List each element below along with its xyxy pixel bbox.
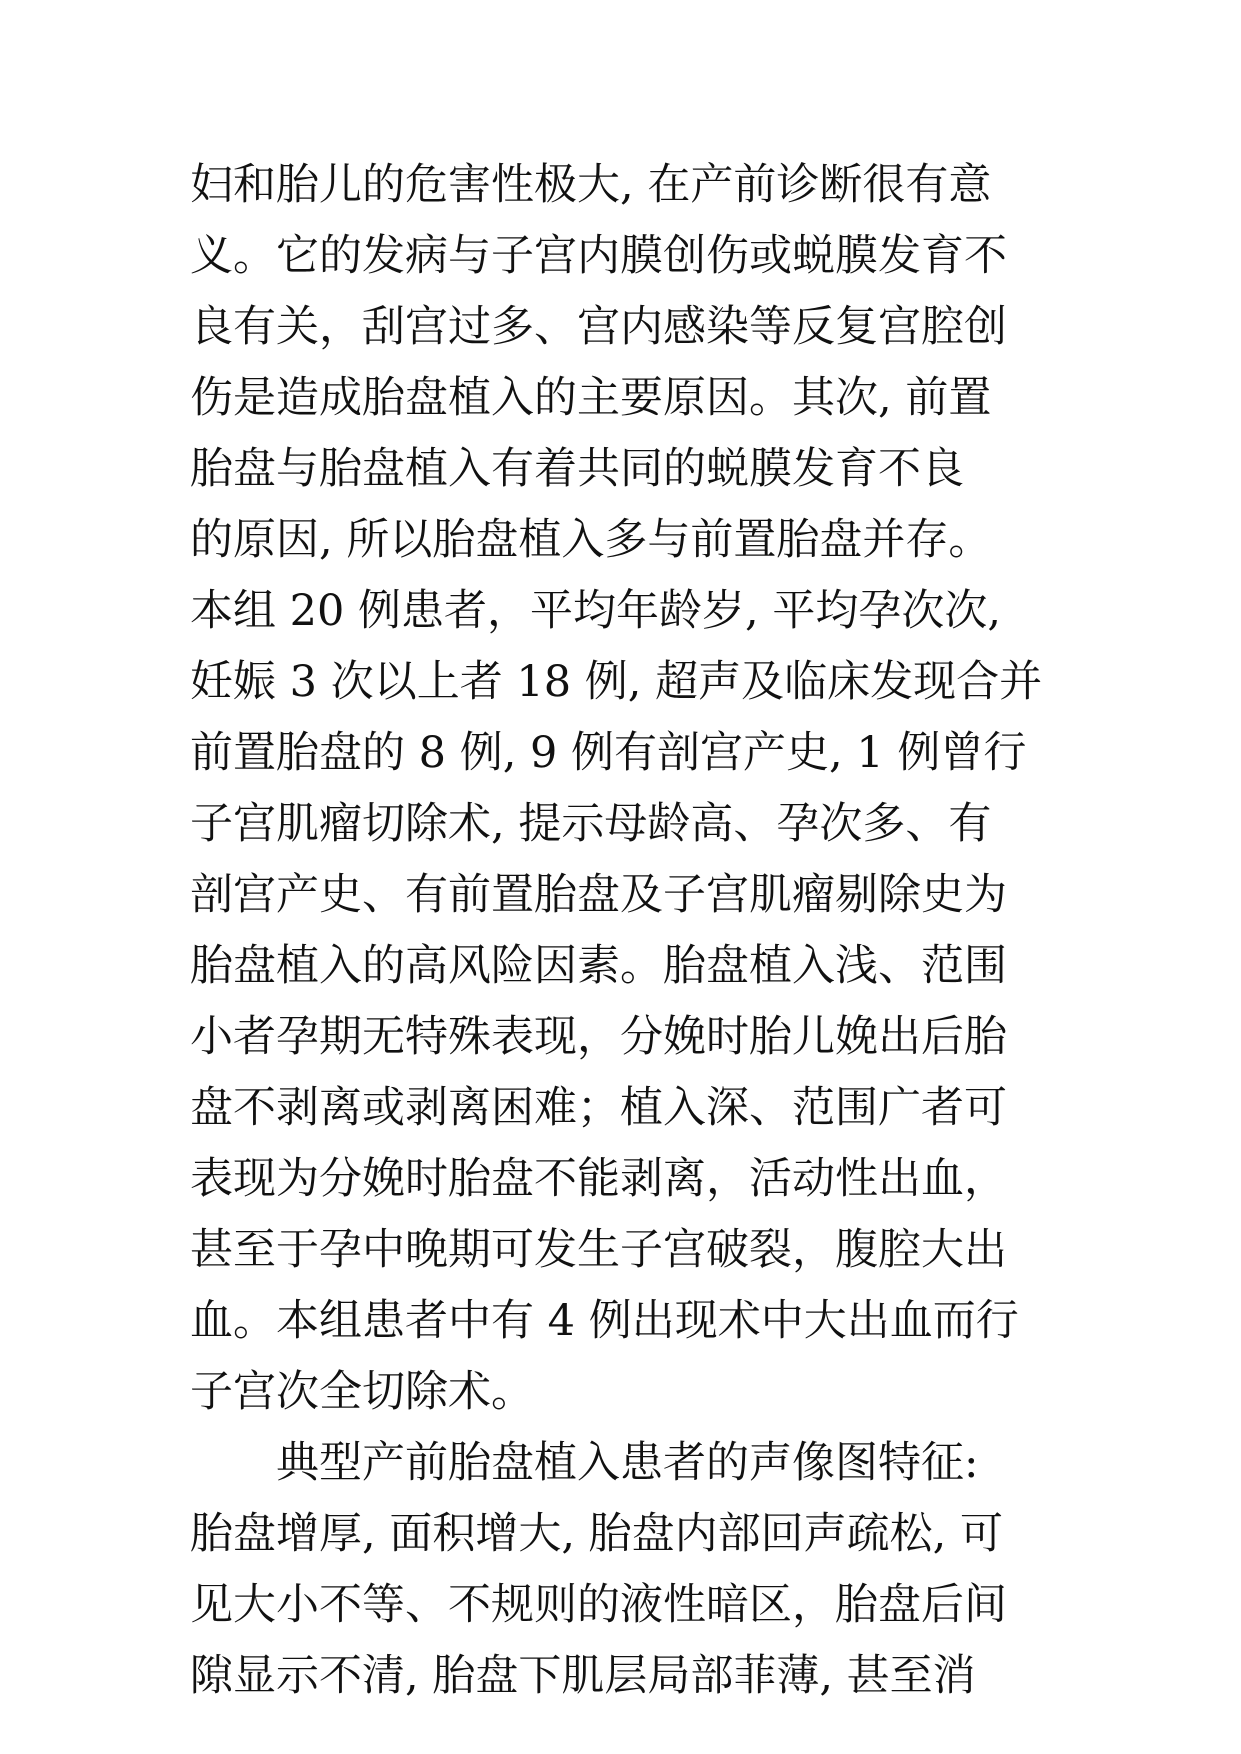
paragraph-start-line: 典型产前胎盘植入患者的声像图特征: — [190, 1438, 979, 1488]
text-line: 血。本组患者中有 4 例出现术中大出血而行 — [190, 1296, 1019, 1346]
text-line: 妇和胎儿的危害性极大, 在产前诊断很有意 — [190, 160, 992, 210]
text-line: 胎盘增厚, 面积增大, 胎盘内部回声疏松, 可 — [190, 1509, 1004, 1559]
text-line: 隙显示不清, 胎盘下肌层局部菲薄, 甚至消 — [190, 1651, 976, 1701]
text-line: 的原因, 所以胎盘植入多与前置胎盘并存。 — [190, 515, 992, 565]
text-line: 本组 20 例患者，平均年龄岁, 平均孕次次, — [190, 586, 1002, 636]
text-line: 前置胎盘的 8 例, 9 例有剖宫产史, 1 例曾行 — [190, 728, 1027, 778]
text-line: 见大小不等、不规则的液性暗区，胎盘后间 — [190, 1580, 1007, 1630]
text-line: 胎盘与胎盘植入有着共同的蜕膜发育不良 — [190, 444, 964, 494]
text-line: 义。它的发病与子宫内膜创伤或蜕膜发育不 — [190, 231, 1007, 281]
text-line: 妊娠 3 次以上者 18 例, 超声及临床发现合并 — [190, 657, 1043, 707]
text-line: 伤是造成胎盘植入的主要原因。其次, 前置 — [190, 373, 992, 423]
text-line: 盘不剥离或剥离困难；植入深、范围广者可 — [190, 1083, 1007, 1133]
text-line: 子宫肌瘤切除术, 提示母龄高、孕次多、有 — [190, 799, 992, 849]
text-line: 表现为分娩时胎盘不能剥离，活动性出血， — [190, 1154, 1007, 1204]
text-line: 甚至于孕中晚期可发生子宫破裂，腹腔大出 — [190, 1225, 1007, 1275]
body-text — [190, 150, 1060, 1712]
text-line: 良有关，刮宫过多、宫内感染等反复宫腔创 — [190, 302, 1007, 352]
text-line: 小者孕期无特殊表现，分娩时胎儿娩出后胎 — [190, 1012, 1007, 1062]
text-line: 剖宫产史、有前置胎盘及子宫肌瘤剔除史为 — [190, 870, 1007, 920]
text-line: 子宫次全切除术。 — [190, 1367, 534, 1417]
text-line: 胎盘植入的高风险因素。胎盘植入浅、范围 — [190, 941, 1007, 991]
